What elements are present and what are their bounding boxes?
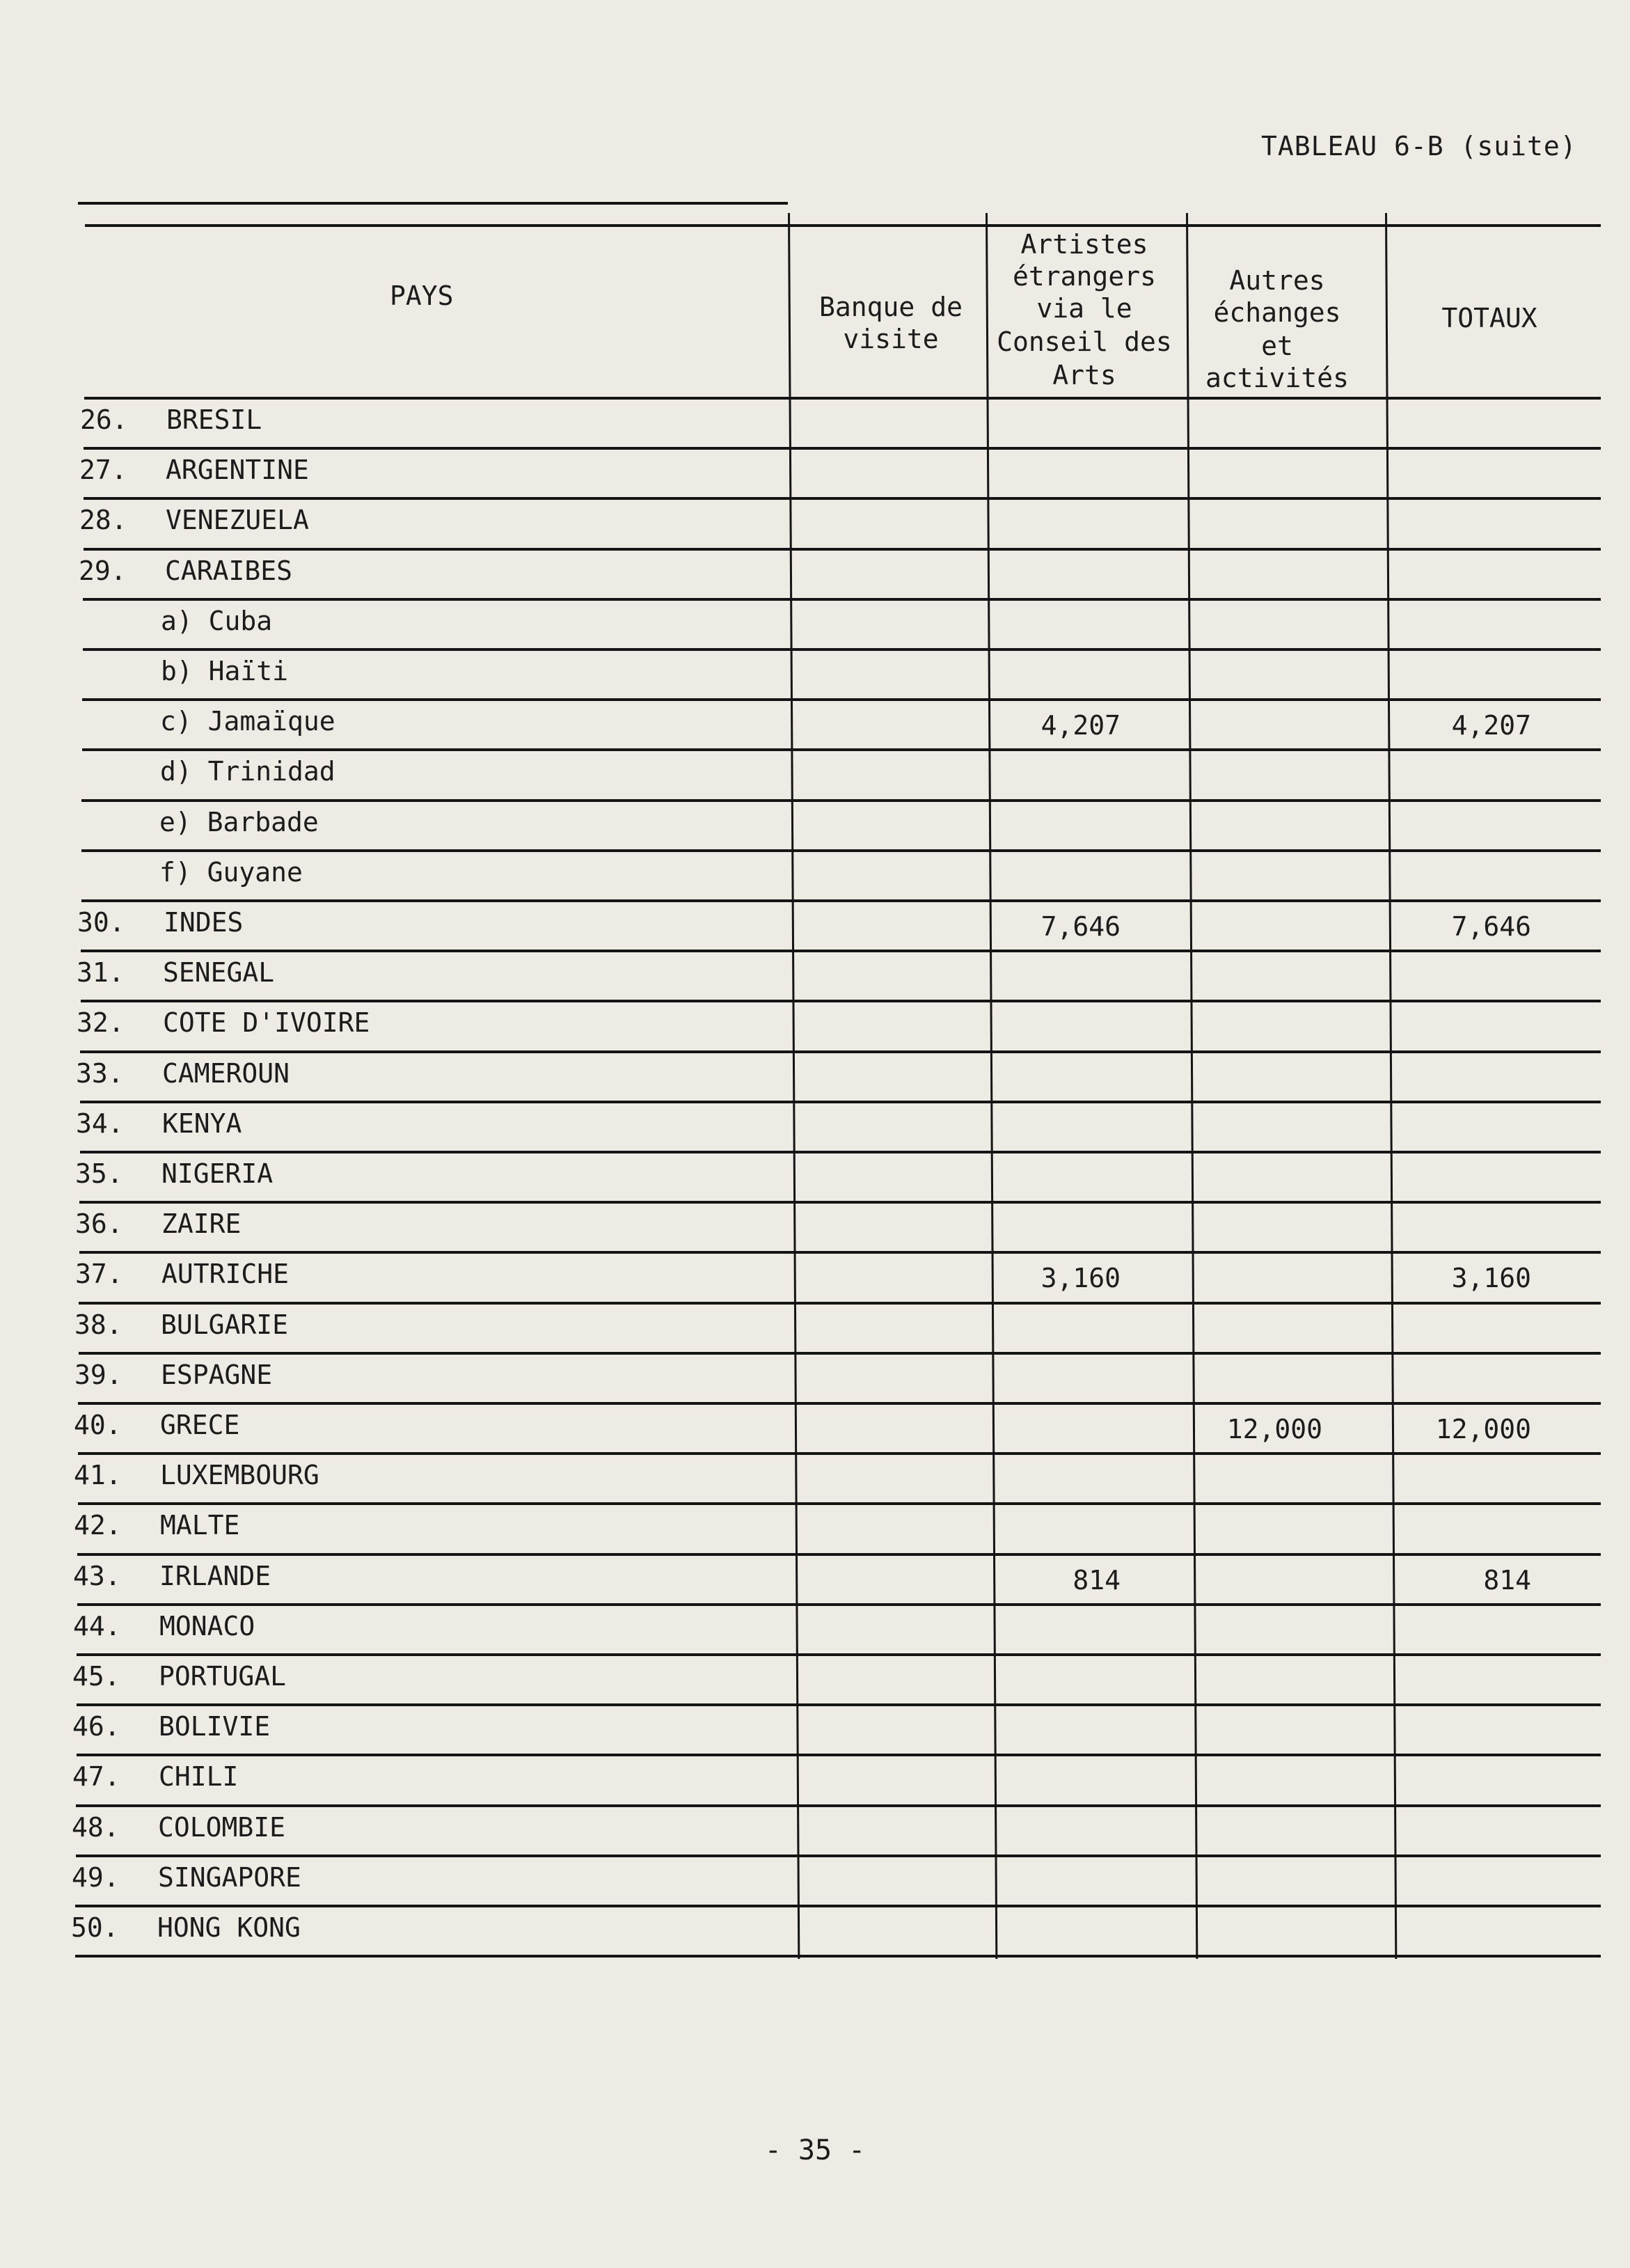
column-rule: [1186, 213, 1198, 1959]
table-row-rule: [80, 1151, 1601, 1153]
country-name: f) Guyane: [159, 857, 303, 888]
table-row-rule: [83, 598, 1601, 601]
country-name: KENYA: [162, 1108, 242, 1139]
country-name: MONACO: [159, 1611, 255, 1641]
table-row-rule: [81, 899, 1601, 902]
table-row-rule: [81, 849, 1601, 852]
column-rule: [788, 213, 800, 1959]
row-number: 26.: [80, 404, 128, 435]
country-name: ESPAGNE: [161, 1360, 273, 1390]
table-row-rule: [80, 1050, 1601, 1053]
row-number: 37.: [75, 1259, 123, 1289]
header-pays: PAYS: [390, 281, 454, 311]
table-row-rule: [79, 1201, 1601, 1204]
row-number: 35.: [75, 1158, 123, 1189]
header-artistes-line-1: Artistes: [1020, 229, 1148, 260]
row-number: 32.: [77, 1007, 125, 1038]
table-row-rule: [75, 1955, 1601, 1958]
totaux-value: 3,160: [1451, 1263, 1531, 1293]
table-row-rule: [78, 1402, 1601, 1405]
country-name: COTE D'IVOIRE: [163, 1007, 370, 1038]
row-number: 29.: [79, 556, 127, 586]
table-row-rule: [80, 1101, 1601, 1103]
header-autres-line-1: Autres: [1229, 265, 1325, 296]
header-autres-line-4: activités: [1205, 363, 1349, 393]
table-row-rule: [84, 497, 1601, 500]
country-name: SENEGAL: [163, 957, 275, 988]
totaux-value: 7,646: [1451, 911, 1531, 942]
row-number: 47.: [72, 1761, 120, 1792]
row-number: 44.: [73, 1611, 121, 1641]
row-number: 27.: [79, 455, 127, 485]
row-number: 38.: [74, 1309, 122, 1340]
country-name: ZAIRE: [161, 1208, 242, 1239]
header-artistes-line-4: Conseil des: [997, 326, 1172, 357]
country-name: IRLANDE: [159, 1561, 271, 1591]
header-banque-line-1: Banque de: [819, 292, 963, 322]
country-name: c) Jamaïque: [160, 706, 335, 737]
table-row-rule: [79, 1251, 1601, 1254]
table-row-rule: [81, 799, 1601, 802]
country-name: VENEZUELA: [166, 505, 309, 535]
table-title: TABLEAU 6-B (suite): [1261, 131, 1577, 162]
country-name: BULGARIE: [161, 1309, 289, 1340]
country-name: BRESIL: [166, 404, 262, 435]
table-row-rule: [81, 950, 1601, 952]
country-name: e) Barbade: [159, 807, 319, 837]
row-number: 42.: [74, 1510, 122, 1541]
header-artistes-line-2: étrangers: [1013, 261, 1156, 292]
table-row-rule: [77, 1603, 1601, 1606]
table-row-rule: [75, 1905, 1601, 1907]
country-name: SINGAPORE: [158, 1862, 301, 1893]
row-number: 49.: [72, 1862, 120, 1893]
table-row-rule: [82, 748, 1601, 751]
row-number: 46.: [72, 1711, 120, 1742]
artistes-value: 7,646: [1040, 911, 1121, 942]
table-header-top-rule: [85, 224, 1601, 227]
header-totaux: TOTAUX: [1441, 303, 1537, 333]
artistes-value: 814: [1073, 1565, 1121, 1596]
table-row-rule: [76, 1854, 1601, 1857]
row-number: 36.: [75, 1208, 123, 1239]
table-row-rule: [77, 1653, 1601, 1656]
country-name: MALTE: [160, 1510, 240, 1541]
country-name: d) Trinidad: [160, 756, 335, 787]
country-name: INDES: [164, 907, 244, 938]
table-row-rule: [79, 1302, 1601, 1305]
table-row-rule: [84, 548, 1601, 551]
header-autres-line-2: échanges: [1213, 297, 1341, 328]
table-row-rule: [78, 1452, 1601, 1455]
row-number: 28.: [79, 505, 127, 535]
artistes-value: 4,207: [1040, 710, 1121, 741]
header-artistes-line-5: Arts: [1052, 360, 1116, 391]
artistes-value: 3,160: [1040, 1263, 1121, 1293]
country-name: BOLIVIE: [159, 1711, 271, 1742]
table-row-rule: [78, 1502, 1601, 1505]
column-rule: [1385, 213, 1397, 1959]
totaux-value: 12,000: [1435, 1414, 1531, 1444]
table-row-rule: [81, 1000, 1601, 1002]
table-row-rule: [77, 1553, 1601, 1556]
page-number: - 35 -: [764, 2134, 866, 2166]
table-top-rule: [78, 202, 788, 205]
row-number: 45.: [72, 1661, 120, 1692]
country-name: CAMEROUN: [162, 1058, 290, 1089]
country-name: a) Cuba: [161, 606, 273, 636]
country-name: COLOMBIE: [158, 1812, 286, 1843]
country-name: ARGENTINE: [166, 455, 309, 485]
country-name: AUTRICHE: [161, 1259, 290, 1289]
row-number: 41.: [74, 1460, 122, 1490]
totaux-value: 4,207: [1451, 710, 1531, 741]
country-name: NIGERIA: [161, 1158, 274, 1189]
country-name: LUXEMBOURG: [160, 1460, 319, 1490]
header-artistes-line-3: via le: [1036, 293, 1132, 324]
totaux-value: 814: [1483, 1565, 1531, 1596]
country-name: HONG KONG: [157, 1912, 301, 1943]
row-number: 50.: [71, 1912, 119, 1943]
table-row-rule: [76, 1804, 1601, 1807]
country-name: PORTUGAL: [159, 1661, 287, 1692]
row-number: 43.: [73, 1561, 121, 1591]
row-number: 48.: [72, 1812, 120, 1843]
row-number: 30.: [77, 907, 125, 938]
table-row-rule: [77, 1703, 1601, 1706]
table-row-rule: [83, 648, 1601, 651]
table-row-rule: [84, 447, 1601, 450]
country-name: CHILI: [159, 1761, 239, 1792]
country-name: b) Haïti: [161, 656, 289, 686]
table-row-rule: [84, 397, 1601, 400]
row-number: 33.: [76, 1058, 124, 1089]
country-name: GRECE: [160, 1410, 240, 1440]
table-row-rule: [79, 1352, 1601, 1355]
header-banque-line-2: visite: [843, 324, 939, 354]
row-number: 40.: [74, 1410, 122, 1440]
row-number: 31.: [77, 957, 125, 988]
table-row-rule: [82, 698, 1601, 701]
header-autres-line-3: et: [1261, 331, 1293, 361]
row-number: 39.: [74, 1360, 122, 1390]
column-rule: [986, 213, 997, 1959]
autres-value: 12,000: [1226, 1414, 1322, 1444]
row-number: 34.: [76, 1108, 124, 1139]
country-name: CARAIBES: [165, 556, 293, 586]
table-row-rule: [77, 1754, 1601, 1756]
